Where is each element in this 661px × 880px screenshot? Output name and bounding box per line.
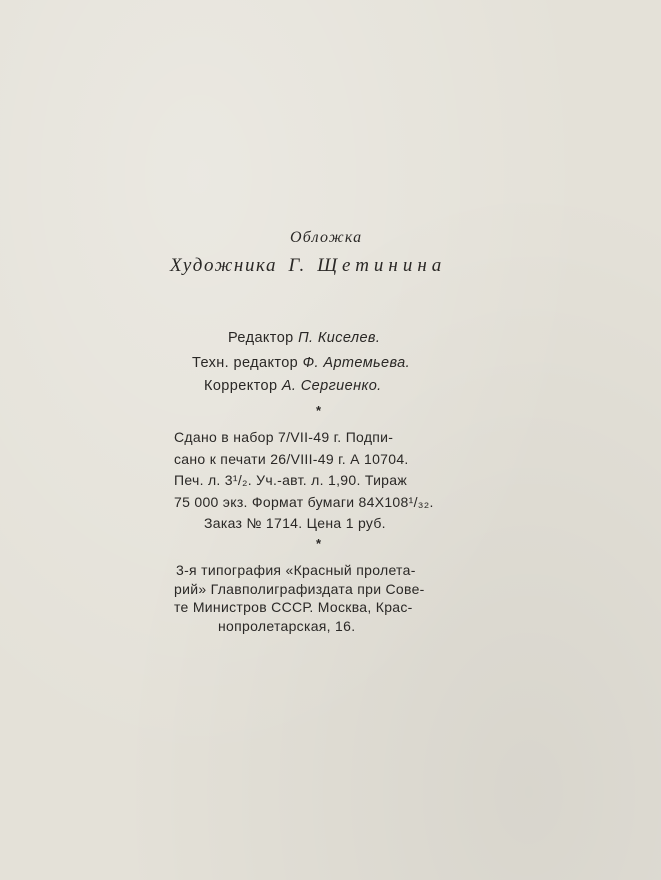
imprint-block [174, 427, 474, 535]
tech-editor-role: Техн. редактор [192, 355, 299, 371]
tech-editor-line [192, 355, 410, 371]
imprint-line: Сдано в набор 7/VII-49 г. Подпи- [174, 429, 394, 445]
tech-editor-name: Ф. Артемьева. [302, 355, 411, 371]
cover-artist-prefix: Художника Г. [170, 255, 306, 276]
proofreader-name: А. Сергиенко. [281, 378, 382, 394]
editor-role: Редактор [228, 330, 294, 346]
printer-line: рий» Главполиграфиздата при Сове- [174, 580, 425, 597]
editor-name: П. Киселев. [298, 330, 381, 346]
printer-line: те Министров СССР. Москва, Крас- [174, 599, 413, 615]
separator-asterisk: * [316, 403, 322, 418]
proofreader-role: Корректор [204, 378, 278, 394]
printer-line: нопролетарская, 16. [218, 617, 356, 634]
imprint-line: сано к печати 26/VIII-49 г. А 10704. [174, 450, 409, 467]
cover-label: Обложка [290, 229, 363, 246]
separator-asterisk: * [316, 536, 322, 551]
imprint-line: Заказ № 1714. Цена 1 руб. [204, 515, 386, 531]
printer-line: 3-я типография «Красный пролета- [176, 562, 416, 578]
cover-artist-credit [170, 255, 446, 277]
imprint-line: Печ. л. 3¹/₂. Уч.-авт. л. 1,90. Тираж [174, 472, 408, 488]
editor-line [228, 330, 380, 346]
printer-block [174, 561, 474, 635]
cover-artist-surname: Щетинина [317, 255, 447, 276]
proofreader-line [204, 378, 382, 394]
imprint-line: 75 000 экз. Формат бумаги 84Х108¹/₃₂. [174, 493, 434, 510]
